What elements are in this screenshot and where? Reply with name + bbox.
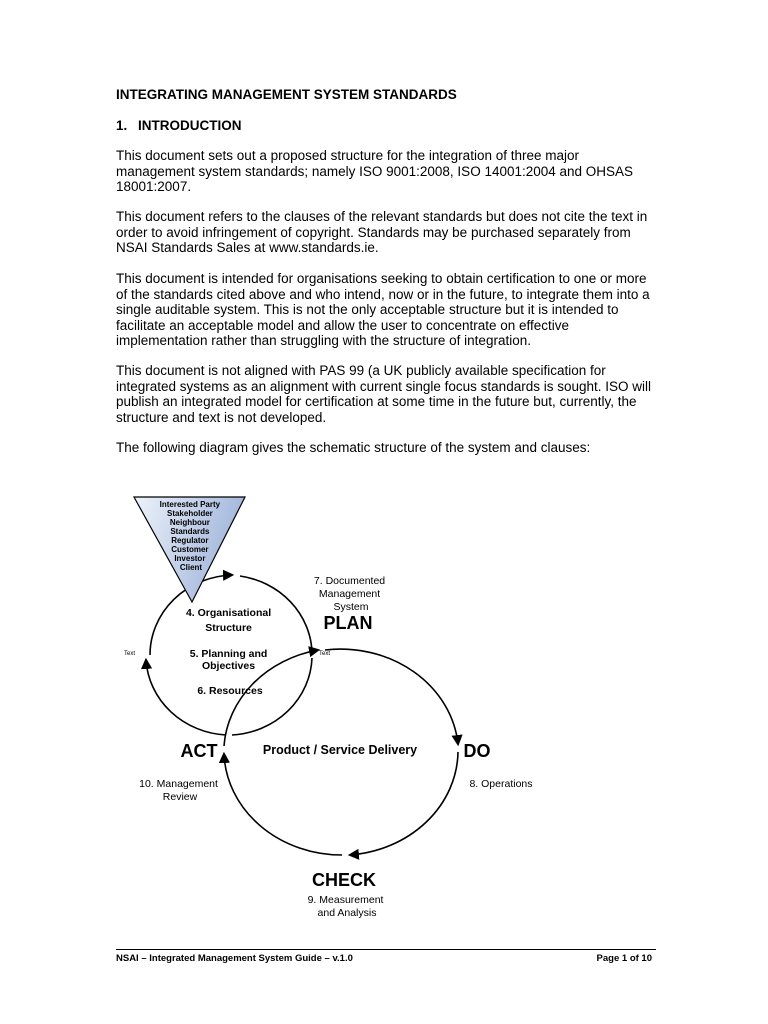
documented-line-1: 7. Documented: [313, 575, 386, 587]
item-6: 6. Resources: [197, 685, 263, 697]
triangle-line-6: Customer: [171, 545, 209, 554]
text-label-right: Text: [319, 651, 331, 657]
intro-paragraph-2: This document refers to the clauses of the relevant standards but does not cite the text in order to avoid infringement of copyright. Standards may be purchased separately from NSAI Standards Sales at www.standards.ie.: [116, 209, 648, 255]
section-heading: [116, 118, 242, 133]
section-number: 1.: [116, 118, 128, 133]
item-5-line-2: Objectives: [201, 660, 256, 672]
triangle-line-1: Interested Party: [159, 500, 221, 509]
intro-paragraph-4: This document is not aligned with PAS 99 (a UK publicly available specification for integrated systems as an alignment with current single focus standards is sought. ISO will publish an integrated model for certification at some time in the future but, currently, the structure and text is not developed.: [116, 363, 652, 425]
section-title: INTRODUCTION: [138, 118, 242, 133]
check-label: CHECK: [311, 870, 377, 890]
act-label: ACT: [180, 741, 218, 761]
measurement-line-1: 9. Measurement: [307, 894, 384, 906]
large-cycle-arc-do-check: [350, 752, 458, 855]
text-label-left: Text: [124, 651, 136, 657]
svg-text:10. Management Review: [139, 778, 221, 803]
large-cycle-arc-plan-do: [325, 649, 458, 744]
document-title: INTEGRATING MANAGEMENT SYSTEM STANDARDS: [116, 87, 457, 102]
footer-page-number: Page 1 of 10: [596, 953, 652, 964]
svg-text:9. Measurement and Ana: [308, 894, 387, 919]
large-cycle-arc-check-act: [224, 754, 342, 855]
measurement-line-2: and Analysis: [317, 907, 377, 919]
intro-paragraph-3: This document is intended for organisations seeking to obtain certification to one or more of the standards cited above and who intend, now or in the future, to integrate them into a single auditable system. This is not the only acceptable structure but it is intended to facilitate an acceptable model and allow the user to concentrate on effective implementation rather than struggling with the structure of integration.: [116, 271, 650, 348]
pdca-diagram: [0, 480, 768, 940]
svg-text:4. Organisational Stru: [186, 607, 274, 697]
operations-label: 8. Operations: [469, 778, 533, 790]
footer-document-name: NSAI – Integrated Management System Guide – v.1.0: [116, 953, 353, 964]
triangle-line-4: Standards: [170, 527, 210, 536]
product-service-delivery-label: Product / Service Delivery: [262, 743, 418, 757]
do-label: DO: [463, 741, 491, 761]
item-4-line-1: 4. Organisational: [185, 607, 272, 619]
triangle-line-5: Regulator: [171, 536, 209, 545]
documented-line-3: System: [333, 601, 369, 613]
management-review-line-2: Review: [162, 791, 198, 803]
svg-text:7. Documented Manageme: [314, 575, 388, 613]
management-review-line-1: 10. Management: [139, 778, 218, 790]
triangle-line-2: Stakeholder: [166, 509, 213, 518]
triangle-line-7: Investor: [174, 554, 206, 563]
plan-label: PLAN: [323, 613, 373, 633]
intro-paragraph-5: The following diagram gives the schematic structure of the system and clauses:: [116, 440, 591, 455]
intro-paragraph-1: This document sets out a proposed structure for the integration of three major management system standards; namely ISO 9001:2008, ISO 14001:2004 and OHSAS 18001:2007.: [116, 148, 634, 194]
documented-line-2: Management: [318, 588, 381, 600]
triangle-line-3: Neighbour: [169, 518, 210, 527]
item-5-line-1: 5. Planning and: [189, 648, 268, 660]
pdca-diagram-svg: [0, 480, 768, 940]
item-4-line-2: Structure: [205, 622, 252, 634]
triangle-line-8: Client: [179, 563, 203, 572]
footer-divider: [116, 949, 656, 950]
